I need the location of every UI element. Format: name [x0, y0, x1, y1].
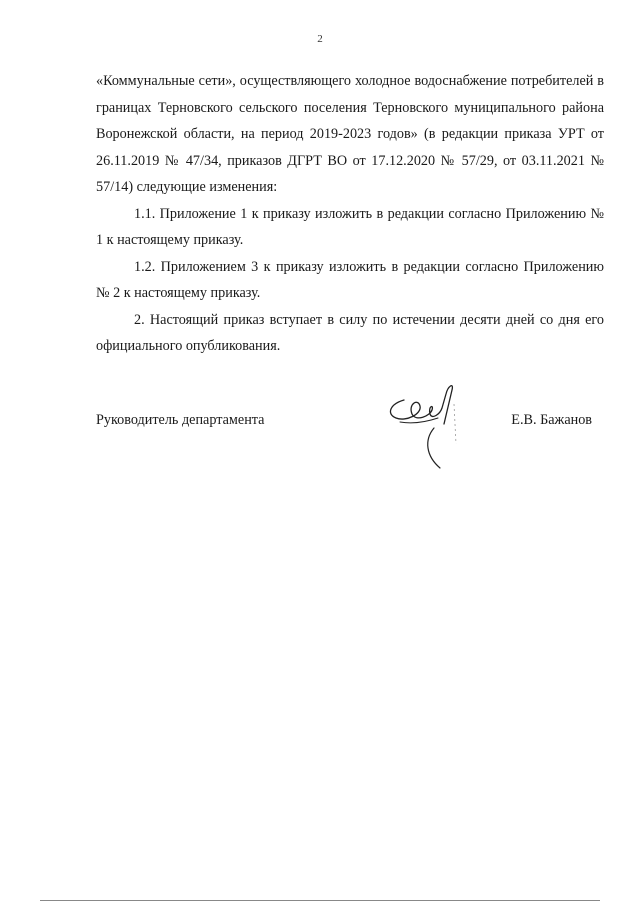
paragraph-item-1-2: 1.2. Приложением 3 к приказу изложить в редакции согласно Приложению № 2 к настоящему приказу.	[96, 258, 604, 301]
handwritten-signature	[382, 384, 492, 484]
paragraph-continuation: «Коммунальные сети», осуществляющего холодное водоснабжение потребителей в границах Терновского сельского поселения Терновского муниципального района Воронежской области, на период 2019-2023 годов» (в редакции приказа УРТ от 26.11.2019 № 47/34, приказов ДГРТ ВО от 17.12.2020 № 57/29, от 03.11.2021 № 57/14) следующие изменения:	[96, 73, 604, 195]
signature-block	[96, 410, 604, 490]
document-body	[96, 68, 604, 360]
page-number: 2	[317, 33, 323, 45]
paragraph-item-1-1: 1.1. Приложение 1 к приказу изложить в редакции согласно Приложению № 1 к настоящему приказу.	[96, 205, 604, 248]
signatory-title: Руководитель департамента	[96, 412, 265, 428]
scan-edge-line	[40, 900, 600, 901]
signatory-name: Е.В. Бажанов	[511, 412, 592, 428]
paragraph-item-2: 2. Настоящий приказ вступает в силу по истечении десяти дней со дня его официального опубликования.	[96, 311, 604, 354]
